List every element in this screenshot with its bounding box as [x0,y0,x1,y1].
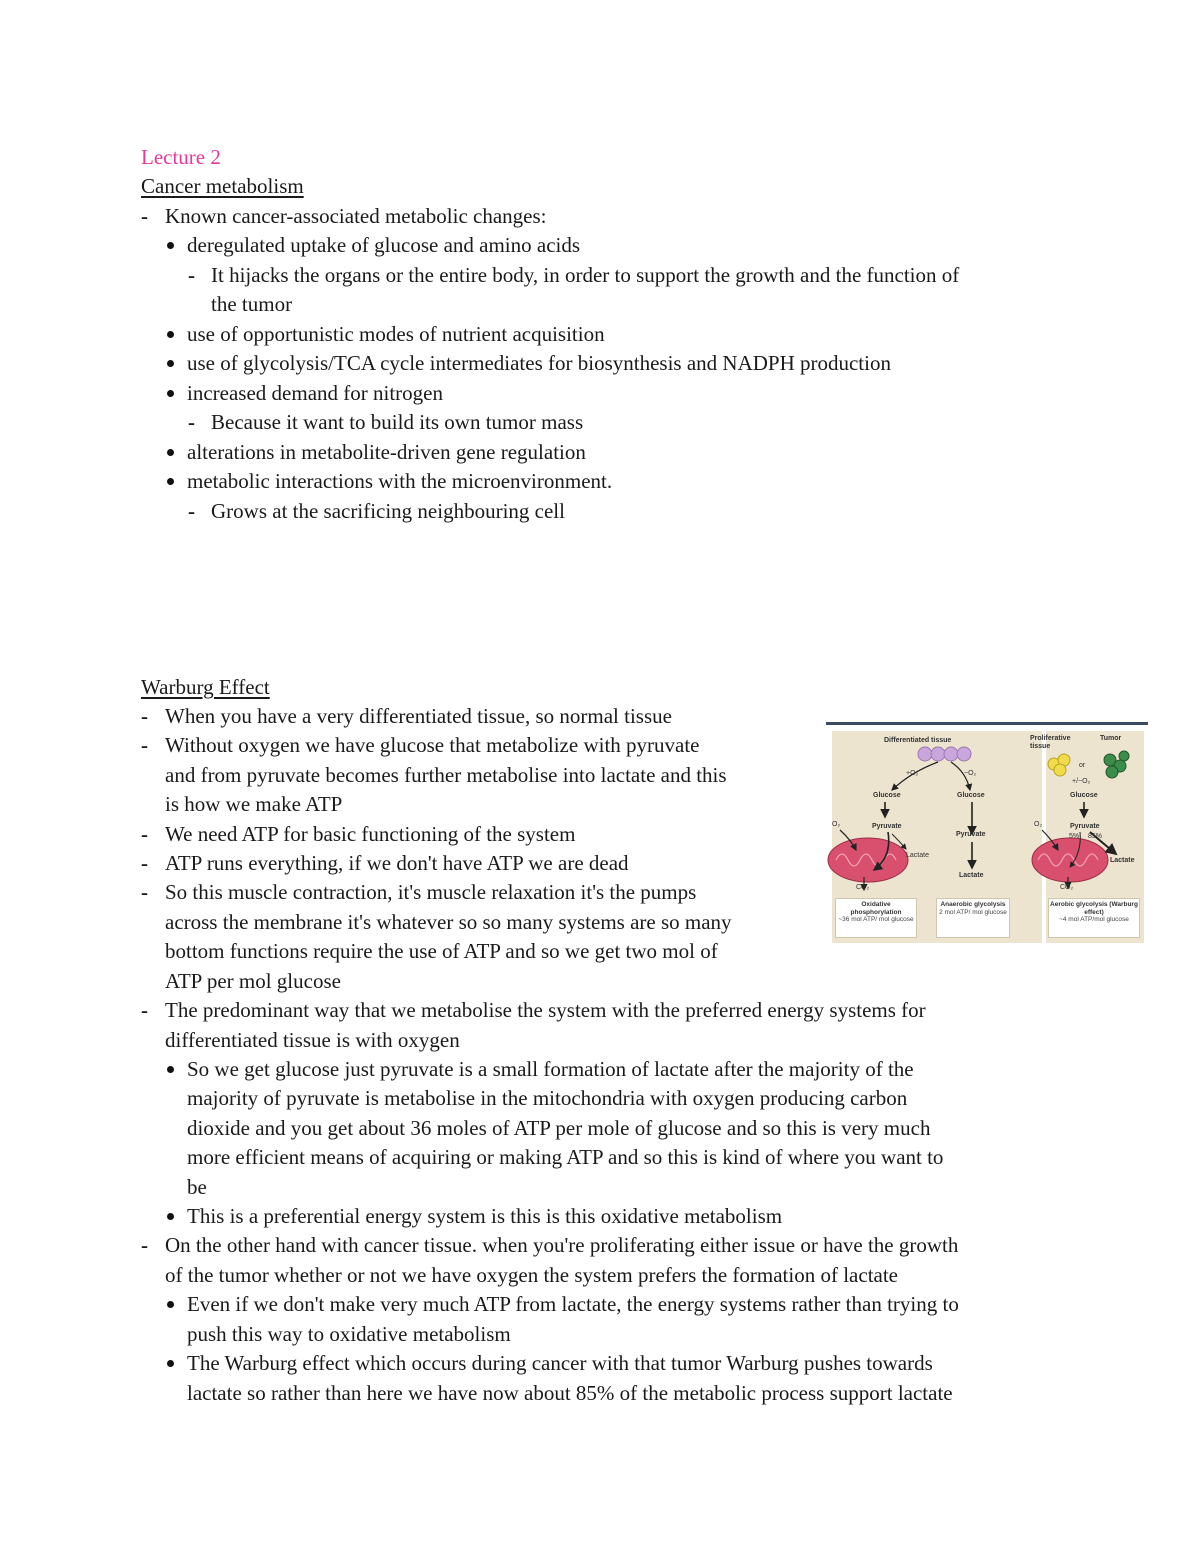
box-text: 2 mol ATP/ mol glucose [939,908,1007,916]
bullet-dot [167,1360,174,1367]
box-title: Oxidative phosphorylation [850,901,902,916]
list-item: Because it want to build its own tumor mass [211,410,584,434]
bullet-dot [167,331,174,338]
list-item-continuation: and from pyruvate becomes further metabolise into lactate and this [165,763,727,787]
list-item: When you have a very differentiated tissue, so normal tissue [165,704,672,728]
list-item-continuation: more efficient means of acquiring or making ATP and so this is kind of where you want to [187,1145,944,1169]
page-title: Lecture 2 [141,145,221,169]
co2-label: CO₂ [856,884,870,891]
or-label: or [1079,762,1086,769]
list-item-continuation: of the tumor whether or not we have oxygen the system prefers the formation of lactate [165,1263,899,1287]
o2-label: O₂ [1034,821,1043,828]
glucose-label: Glucose [957,792,985,799]
percent-85-label: 85% [1088,833,1103,840]
bullet-dot [167,360,174,367]
bullet-dot [167,478,174,485]
list-item-continuation: ATP per mol glucose [165,969,341,993]
list-item: This is a preferential energy system is this is this oxidative metabolism [187,1204,783,1228]
bullet-dot [167,390,174,397]
glucose-label: Glucose [1070,792,1098,799]
section-heading-cancer-metabolism: Cancer metabolism [141,174,304,198]
list-item-continuation: push this way to oxidative metabolism [187,1322,511,1346]
list-item: So we get glucose just pyruvate is a small formation of lactate after the majority of the [187,1057,914,1081]
plus-o2-label: +O₂ [906,770,919,777]
mitochondrion-icon [1032,838,1108,882]
dash-bullet [188,497,195,527]
glucose-label: Glucose [873,792,901,799]
pyruvate-label: Pyruvate [956,831,986,838]
box-text: ~36 mol ATP/ mol glucose [838,916,914,923]
list-item: use of opportunistic modes of nutrient acquisition [187,322,605,346]
percent-5-label: 5% [1069,833,1080,840]
list-item: Grows at the sacrificing neighbouring cell [211,499,565,523]
dash-bullet [141,202,148,232]
differentiated-tissue-label: Differentiated tissue [884,737,952,744]
list-item: The Warburg effect which occurs during cancer with that tumor Warburg pushes towards [187,1351,933,1375]
tumor-cells-icon [1104,751,1129,778]
dash-bullet [188,261,195,291]
bullet-dot [167,242,174,249]
list-item: So this muscle contraction, it's muscle relaxation it's the pumps [165,880,697,904]
oxidative-phosphorylation-box [835,898,917,938]
pyruvate-label: Pyruvate [1070,823,1100,830]
list-item: It hijacks the organs or the entire body, in order to support the growth and the function of [211,263,960,287]
box-title: Anaerobic glycolysis [940,901,1006,908]
list-item: metabolic interactions with the microenvironment. [187,469,613,493]
minus-o2-label: −O₂ [964,770,977,777]
dash-bullet [188,408,195,438]
o2-label: O₂ [832,821,841,828]
tumor-label: Tumor [1100,735,1122,742]
list-item-continuation: the tumor [211,292,293,316]
list-item: deregulated uptake of glucose and amino acids [187,233,581,257]
box-text: ~4 mol ATP/mol glucose [1059,916,1129,923]
pyruvate-label: Pyruvate [872,823,902,830]
bullet-dot [167,1066,174,1073]
section-heading-warburg-effect: Warburg Effect [141,675,270,699]
dash-bullet [141,702,148,732]
dash-bullet [141,849,148,879]
list-item: ATP runs everything, if we don't have ATP we are dead [165,851,629,875]
list-item: increased demand for nitrogen [187,381,443,405]
dash-bullet [141,996,148,1026]
mitochondrion-icon [828,838,908,882]
lactate-label: Lactate [1110,857,1135,864]
plus-minus-o2-label: +/−O₂ [1072,778,1091,785]
list-item: We need ATP for basic functioning of the system [165,822,576,846]
list-item-continuation: dioxide and you get about 36 moles of ATP per mole of glucose and so this is very much [187,1116,931,1140]
list-item-continuation: be [187,1175,207,1199]
list-item: Even if we don't make very much ATP from lactate, the energy systems rather than trying to [187,1292,959,1316]
list-item-continuation: majority of pyruvate is metabolise in the mitochondria with oxygen producing carbon [187,1086,908,1110]
list-item: use of glycolysis/TCA cycle intermediates for biosynthesis and NADPH production [187,351,891,375]
list-item: The predominant way that we metabolise the system with the preferred energy systems for [165,998,926,1022]
proliferative-tissue-label: Proliferative tissue [1030,735,1071,750]
dash-bullet [141,731,148,761]
lactate-label: Lactate [959,872,984,879]
proliferative-cells-icon [1048,754,1070,776]
list-item-continuation: lactate so rather than here we have now about 85% of the metabolic process support lactate [187,1381,953,1405]
list-item: Without oxygen we have glucose that metabolize with pyruvate [165,733,700,757]
list-item: On the other hand with cancer tissue. when you're proliferating either issue or have the growth [165,1233,959,1257]
list-item-continuation: is how we make ATP [165,792,343,816]
lactate-label: Lactate [906,852,929,859]
aerobic-glycolysis-box [1048,898,1140,938]
anaerobic-glycolysis-box [936,898,1010,938]
warburg-figure [826,722,1148,944]
list-item: alterations in metabolite-driven gene regulation [187,440,586,464]
co2-label: CO₂ [1060,884,1074,891]
list-item-continuation: differentiated tissue is with oxygen [165,1028,460,1052]
list-item-continuation: bottom functions require the use of ATP and so we get two mol of [165,939,718,963]
dash-bullet [141,1231,148,1261]
dash-bullet [141,820,148,850]
bullet-dot [167,1213,174,1220]
box-title: Aerobic glycolysis (Warburg effect) [1050,901,1138,916]
dash-bullet [141,878,148,908]
list-item: Known cancer-associated metabolic changes: [165,204,547,228]
bullet-dot [167,449,174,456]
list-item-continuation: across the membrane it's whatever so so many systems are so many [165,910,732,934]
bullet-dot [167,1301,174,1308]
differentiated-cells-icon [918,747,971,761]
